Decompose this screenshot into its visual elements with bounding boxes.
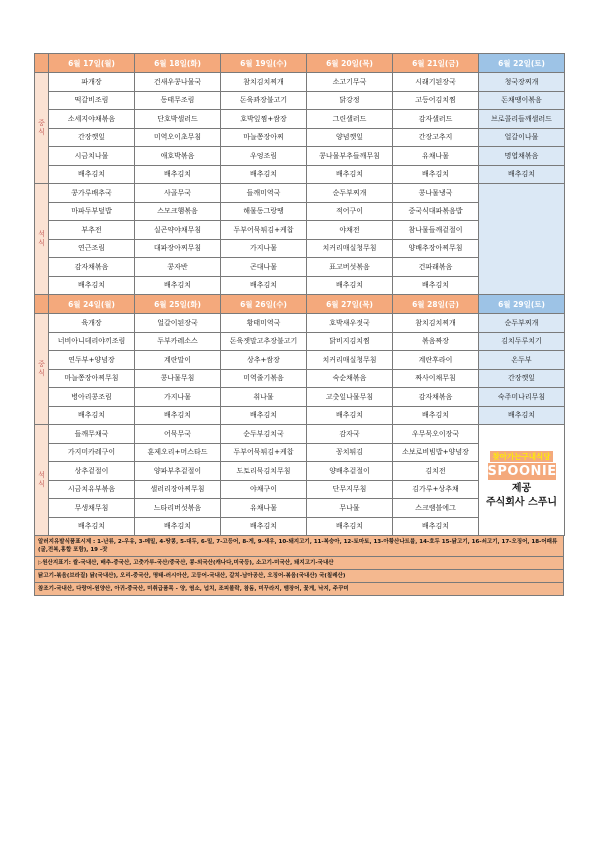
menu-item: 계란말이	[135, 351, 221, 370]
menu-item: 너비아니데리야끼조림	[49, 332, 135, 351]
menu-item: 숙순채볶음	[307, 369, 393, 388]
dinner-label-char: 식	[38, 239, 45, 247]
date-header-row	[35, 295, 565, 314]
menu-item: 상추겉절이	[49, 462, 135, 481]
date-header: 6월 19일(수)	[221, 54, 307, 73]
menu-item: 미역오이초무침	[135, 128, 221, 147]
menu-item: 도토리묵김치무침	[221, 462, 307, 481]
menu-item: 볶음짜장	[393, 332, 479, 351]
dinner-label-char: 식	[38, 480, 45, 488]
dinner-label-char: 석	[38, 471, 45, 479]
menu-item: 소고기무국	[307, 73, 393, 92]
menu-item: 배추김치	[479, 165, 565, 184]
menu-item: 동태무조림	[135, 91, 221, 110]
lunch-row	[35, 128, 565, 147]
menu-item: 시금치유부볶음	[49, 480, 135, 499]
date-header: 6월 20일(목)	[307, 54, 393, 73]
menu-item: 가지나물	[135, 388, 221, 407]
menu-item: 고춧잎나물무침	[307, 388, 393, 407]
menu-item: 호박새우젓국	[307, 314, 393, 333]
menu-item: 김치두루치기	[479, 332, 565, 351]
menu-item: 콩나물무침	[135, 369, 221, 388]
sponsor-line-2: 주식회사 스푸니	[485, 497, 558, 508]
lunch-label-char: 중	[38, 119, 45, 127]
menu-item: 건파래볶음	[393, 258, 479, 277]
menu-item: 배추김치	[49, 517, 135, 536]
menu-item: 콩나물냉국	[393, 184, 479, 203]
lunch-row	[35, 110, 565, 129]
menu-item: 순두부찌개	[479, 314, 565, 333]
menu-item: 배추김치	[221, 406, 307, 425]
menu-item: 두부어묵튀김+케찹	[221, 221, 307, 240]
menu-item: 연근조림	[49, 239, 135, 258]
sponsor-logo: SPOONIE	[487, 464, 557, 479]
menu-item: 배추김치	[49, 165, 135, 184]
date-header: 6월 28일(금)	[393, 295, 479, 314]
menu-item: 마늘쫑장아찌무침	[49, 369, 135, 388]
menu-item: 배추김치	[135, 406, 221, 425]
lunch-label-char: 식	[38, 369, 45, 377]
menu-item: 브로콜리들깨샐러드	[479, 110, 565, 129]
date-header: 6월 25일(화)	[135, 295, 221, 314]
date-header: 6월 22일(토)	[479, 54, 565, 73]
menu-item: 미역줄기볶음	[221, 369, 307, 388]
menu-item: 김치전	[393, 462, 479, 481]
lunch-row	[35, 406, 565, 425]
lunch-row	[35, 314, 565, 333]
lunch-label-char: 중	[38, 360, 45, 368]
menu-item: 양념깻잎	[307, 128, 393, 147]
menu-item: 무나물	[307, 499, 393, 518]
menu-sheet	[34, 53, 564, 596]
menu-item: 명엽채볶음	[479, 147, 565, 166]
lunch-label	[35, 73, 49, 184]
menu-item: 스모크햄볶음	[135, 202, 221, 221]
menu-item: 돈육꽈장불고기	[221, 91, 307, 110]
menu-item: 숙주미나리무침	[479, 388, 565, 407]
menu-item: 고등어김치찜	[393, 91, 479, 110]
menu-item: 얼갈이나물	[479, 128, 565, 147]
menu-item: 소보로비빔밥+양념장	[393, 443, 479, 462]
menu-item: 참나물들깨겉절이	[393, 221, 479, 240]
lunch-label	[35, 314, 49, 425]
menu-item: 단호박샐러드	[135, 110, 221, 129]
menu-item: 마파두부덮밥	[49, 202, 135, 221]
menu-item: 유채나물	[393, 147, 479, 166]
menu-item: 참치김치찌개	[393, 314, 479, 333]
menu-item: 사골무국	[135, 184, 221, 203]
menu-item: 순두부찌개	[307, 184, 393, 203]
menu-item: 무생채무침	[49, 499, 135, 518]
menu-item: 곤대나물	[221, 258, 307, 277]
menu-item: 간장깻잎	[49, 128, 135, 147]
menu-item: 단무지무침	[307, 480, 393, 499]
menu-item: 양파부추겉절이	[135, 462, 221, 481]
menu-item: 감자채볶음	[393, 388, 479, 407]
sponsor-tagline: 찾아가는구내식당	[490, 451, 554, 462]
menu-item: 배추김치	[221, 165, 307, 184]
menu-item: 순두부김치국	[221, 425, 307, 444]
menu-item: 황태미역국	[221, 314, 307, 333]
menu-item: 돈육잿말고추장불고기	[221, 332, 307, 351]
date-header: 6월 17일(월)	[49, 54, 135, 73]
dinner-row	[35, 184, 565, 203]
menu-item: 부추전	[49, 221, 135, 240]
date-header: 6월 24일(월)	[49, 295, 135, 314]
menu-item: 두부카레소스	[135, 332, 221, 351]
menu-item: 떡갈비조림	[49, 91, 135, 110]
lunch-row	[35, 351, 565, 370]
menu-item: 배추김치	[307, 276, 393, 295]
menu-item: 치커리매실청무침	[307, 351, 393, 370]
menu-item: 배추김치	[221, 517, 307, 536]
menu-item: 닭강정	[307, 91, 393, 110]
date-header: 6월 21일(금)	[393, 54, 479, 73]
menu-item: 감자국	[307, 425, 393, 444]
menu-item: 시래기된장국	[393, 73, 479, 92]
menu-item: 치커리매실청무침	[307, 239, 393, 258]
date-header: 6월 18일(화)	[135, 54, 221, 73]
menu-item: 배추김치	[221, 276, 307, 295]
menu-item: 배추김치	[135, 517, 221, 536]
menu-item: 야채전	[307, 221, 393, 240]
lunch-row	[35, 332, 565, 351]
footnote: 참조기-국내산, 다랑어-원양산, 아귀-중국산, 미취급품목 - 양, 염소, 넙치, 조피볼락, 참돔, 미꾸라지, 뱀장어, 꽃게, 낙지, 주꾸미	[35, 582, 563, 595]
lunch-row	[35, 147, 565, 166]
date-header: 6월 29일(토)	[479, 295, 565, 314]
lunch-row	[35, 165, 565, 184]
menu-item: 들깨미역국	[221, 184, 307, 203]
menu-item: 육개장	[49, 314, 135, 333]
lunch-row	[35, 369, 565, 388]
menu-item: 시금치나물	[49, 147, 135, 166]
weekly-menu-table	[34, 53, 565, 536]
menu-item: 배추김치	[393, 406, 479, 425]
dinner-label	[35, 425, 49, 536]
menu-item: 두부어묵튀김+케찹	[221, 443, 307, 462]
menu-item: 중국식대파볶음밥	[393, 202, 479, 221]
menu-item: 배추김치	[307, 406, 393, 425]
footnote: 알러지유발식품표시제 : 1-난류, 2-우유, 3-메밀, 4-땅콩, 5-대두, 6-밀, 7-고등어, 8-게, 9-새우, 10-돼지고기, 11-복숭아, 12-토마토, 13-아황산나트륨, 14-호두 15-닭고기, 16-쇠고기, 17-오징어, 18-어패류 (굴,전복,홍합 포함), 19 -잣	[35, 536, 563, 556]
menu-item: 연두부+양념장	[49, 351, 135, 370]
dinner-label-char: 석	[38, 230, 45, 238]
menu-item: 콩나물부추들깨무침	[307, 147, 393, 166]
menu-item: 해물동그랑땡	[221, 202, 307, 221]
date-header-row	[35, 54, 565, 73]
menu-item: 샐러리장아찌무침	[135, 480, 221, 499]
footnote: ▷원산지표기: 쌀-국내산, 배추-중국산, 고춧가루-국산/중국산, 콩-외국산(캐나다,미국등), 소고기-미국산, 돼지고기-국내산	[35, 556, 563, 569]
menu-item: 온두부	[479, 351, 565, 370]
menu-item: 배추김치	[479, 406, 565, 425]
menu-item: 우무묵오이장국	[393, 425, 479, 444]
menu-item: 배추김치	[393, 276, 479, 295]
menu-item: 호박잎찜+쌈장	[221, 110, 307, 129]
menu-item: 가지나물	[221, 239, 307, 258]
menu-item: 상추+쌈장	[221, 351, 307, 370]
menu-item: 파개장	[49, 73, 135, 92]
dinner-row	[35, 425, 565, 444]
saturday-dinner-blank	[479, 184, 565, 295]
menu-item: 건새우콩나물국	[135, 73, 221, 92]
menu-item: 가지미카레구이	[49, 443, 135, 462]
menu-item: 간장깻잎	[479, 369, 565, 388]
menu-item: 청국장찌개	[479, 73, 565, 92]
sponsor-box	[479, 425, 565, 536]
menu-item: 배추김치	[307, 165, 393, 184]
menu-item: 취나물	[221, 388, 307, 407]
menu-item: 김가루+상추채	[393, 480, 479, 499]
menu-item: 실곤약야채무침	[135, 221, 221, 240]
menu-item: 마늘쫑장아찌	[221, 128, 307, 147]
menu-item: 콩자반	[135, 258, 221, 277]
notes-panel	[34, 536, 564, 596]
footnote: 닭고기-볶음(브라질) 닭(국내산), 오리-중국산, 명태-러시아산, 고등어-국내산, 갈치-남아공산, 오징어-볶음(국내산) 국(칠레산)	[35, 569, 563, 582]
lunch-row	[35, 91, 565, 110]
menu-item: 닭비지김치찜	[307, 332, 393, 351]
date-header: 6월 26일(수)	[221, 295, 307, 314]
menu-item: 짜사이채무침	[393, 369, 479, 388]
sponsor-line-1: 제공	[511, 483, 532, 494]
menu-item: 애호박볶음	[135, 147, 221, 166]
menu-item: 병아리콩조림	[49, 388, 135, 407]
menu-item: 우엉조림	[221, 147, 307, 166]
menu-item: 콩가루배추국	[49, 184, 135, 203]
menu-item: 배추김치	[135, 165, 221, 184]
menu-item: 배추김치	[49, 276, 135, 295]
lunch-row	[35, 388, 565, 407]
menu-item: 배추김치	[307, 517, 393, 536]
menu-item: 야채구이	[221, 480, 307, 499]
menu-item: 들깨무채국	[49, 425, 135, 444]
menu-item: 표고버섯볶음	[307, 258, 393, 277]
menu-item: 배추김치	[393, 517, 479, 536]
menu-item: 배추김치	[393, 165, 479, 184]
menu-item: 적어구이	[307, 202, 393, 221]
menu-item: 어묵무국	[135, 425, 221, 444]
menu-item: 계란후라이	[393, 351, 479, 370]
menu-item: 간장고추지	[393, 128, 479, 147]
header-corner	[35, 54, 49, 73]
lunch-label-char: 식	[38, 128, 45, 136]
date-header: 6월 27일(목)	[307, 295, 393, 314]
menu-item: 얼갈이된장국	[135, 314, 221, 333]
menu-item: 배추김치	[49, 406, 135, 425]
menu-item: 양배추장아찌무침	[393, 239, 479, 258]
menu-item: 양배추겉절이	[307, 462, 393, 481]
menu-item: 대파장아찌무침	[135, 239, 221, 258]
menu-item: 느타리버섯볶음	[135, 499, 221, 518]
menu-item: 그린샐러드	[307, 110, 393, 129]
menu-item: 스크램블에그	[393, 499, 479, 518]
menu-item: 참치김치찌개	[221, 73, 307, 92]
menu-item: 배추김치	[135, 276, 221, 295]
lunch-row	[35, 73, 565, 92]
header-corner	[35, 295, 49, 314]
menu-item: 소세지야채볶음	[49, 110, 135, 129]
menu-item: 감자샐러드	[393, 110, 479, 129]
menu-item: 훈제오리+머스타드	[135, 443, 221, 462]
menu-item: 유채나물	[221, 499, 307, 518]
menu-item: 돈채땡이볶음	[479, 91, 565, 110]
dinner-label	[35, 184, 49, 295]
menu-item: 감자채볶음	[49, 258, 135, 277]
menu-item: 꽁치튀김	[307, 443, 393, 462]
